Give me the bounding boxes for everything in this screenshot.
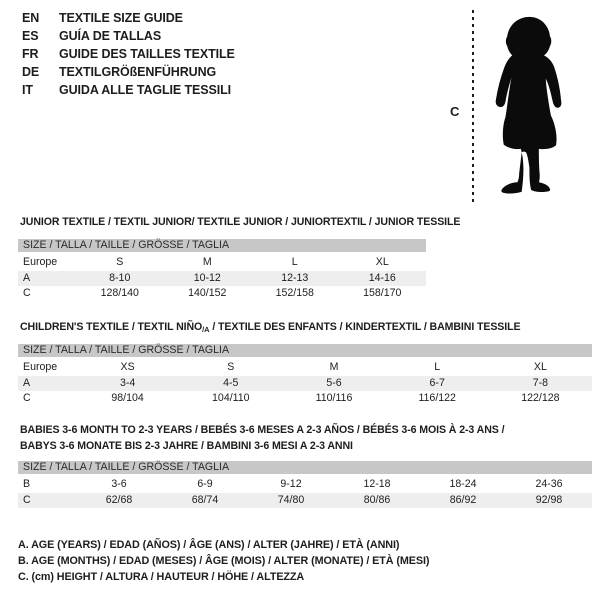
size-value: 9-12 <box>280 478 302 490</box>
children-table-row-a <box>18 376 592 392</box>
footnote-a: A. AGE (YEARS) / EDAD (AÑOS) / ÂGE (ANS) / ALTER (JAHRE) / ETÀ (ANNI) <box>18 539 400 551</box>
size-value: 98/104 <box>111 392 144 404</box>
children-size-table <box>18 344 592 407</box>
babies-size-table <box>18 461 592 508</box>
junior-section-title: JUNIOR TEXTILE / TEXTIL JUNIOR/ TEXTILE JUNIOR / JUNIORTEXTIL / JUNIOR TESSILE <box>20 216 461 228</box>
measurement-legend <box>18 537 429 585</box>
size-value: 158/170 <box>363 287 402 299</box>
children-table-row-c <box>18 391 592 407</box>
size-value: M <box>202 256 212 268</box>
size-value: XL <box>375 256 389 268</box>
language-row-it <box>22 81 235 99</box>
size-value: 24-36 <box>535 478 563 490</box>
size-value: 152/158 <box>275 287 314 299</box>
language-guide-title: TEXTILE SIZE GUIDE <box>59 11 183 25</box>
babies-size-header-bar: SIZE / TALLA / TAILLE / GRÖSSE / TAGLIA <box>18 461 592 474</box>
size-value: 10-12 <box>193 271 221 284</box>
language-row-fr <box>22 45 235 63</box>
size-value: S <box>116 256 124 268</box>
language-code: FR <box>22 47 39 61</box>
size-value: 18-24 <box>449 478 477 490</box>
size-value: 12-13 <box>281 271 309 284</box>
size-value: L <box>434 361 441 373</box>
footnote-b: B. AGE (MONTHS) / EDAD (MESES) / ÂGE (MOIS) / ALTER (MONATE) / ETÀ (MESI) <box>18 555 430 567</box>
language-title-list <box>22 9 235 99</box>
language-guide-title: GUIDA ALLE TAGLIE TESSILI <box>59 83 232 97</box>
size-value: 6-7 <box>429 376 445 389</box>
language-code: EN <box>22 11 40 25</box>
children-title-post: / TEXTILE DES ENFANTS / KINDERTEXTIL / BAMBINI TESSILE <box>209 321 521 333</box>
size-value: 6-9 <box>197 478 213 490</box>
size-value: L <box>291 256 298 268</box>
babies-title-line-1: BABIES 3-6 MONTH TO 2-3 YEARS / BEBÉS 3-6 MESES A 2-3 AÑOS / BÉBÉS 3-6 MOIS À 2-3 ANS / <box>20 424 505 436</box>
children-title-pre: CHILDREN'S TEXTILE / TEXTIL NIÑO <box>20 321 203 333</box>
size-value: 3-4 <box>119 376 136 389</box>
size-value: 7-8 <box>532 376 549 389</box>
size-value: 122/128 <box>521 392 560 404</box>
junior-table-row-a <box>18 271 426 287</box>
size-value: S <box>227 361 235 373</box>
height-measure-dotted-line <box>472 10 474 204</box>
row-label: C <box>23 287 31 299</box>
size-value: 92/98 <box>535 493 563 506</box>
size-value: 140/152 <box>188 287 227 299</box>
size-value: 128/140 <box>100 287 139 299</box>
language-guide-title: TEXTILGRÖßENFÜHRUNG <box>59 65 217 79</box>
row-label: C <box>23 392 31 404</box>
babies-table-row-b <box>18 477 592 493</box>
language-guide-title: GUÍA DE TALLAS <box>59 29 162 43</box>
size-value: 5-6 <box>326 376 342 389</box>
size-value: 4-5 <box>223 376 239 389</box>
size-value: 74/80 <box>277 493 305 506</box>
size-value: 116/122 <box>418 392 456 404</box>
children-table-row-europe <box>18 360 592 376</box>
junior-table-row-c <box>18 286 426 302</box>
children-title-sub: /A <box>202 325 210 334</box>
language-code: DE <box>22 65 40 79</box>
height-measure-label: C <box>450 104 460 119</box>
row-label: C <box>23 493 31 506</box>
row-label: A <box>23 271 31 284</box>
babies-title-line-2: BABYS 3-6 MONATE BIS 2-3 JAHRE / BAMBINI 3-6 MESI A 2-3 ANNI <box>20 439 353 452</box>
row-label: Europe <box>23 361 58 373</box>
language-guide-title: GUIDE DES TAILLES TEXTILE <box>59 47 235 61</box>
row-label: Europe <box>23 256 58 268</box>
children-section-title <box>20 321 520 334</box>
size-value: 110/116 <box>315 392 353 404</box>
row-label: B <box>23 478 31 490</box>
size-value: XL <box>533 361 547 373</box>
size-value: 62/68 <box>105 493 133 506</box>
babies-table-row-c <box>18 493 592 509</box>
language-row-de <box>22 63 235 81</box>
size-value: 12-18 <box>363 478 391 490</box>
language-code: IT <box>22 83 33 97</box>
size-value: 104/110 <box>212 392 250 404</box>
language-code: ES <box>22 29 39 43</box>
junior-table-row-europe <box>18 255 426 271</box>
size-value: 80/86 <box>363 493 391 506</box>
language-row-es <box>22 27 235 45</box>
size-value: M <box>329 361 339 373</box>
junior-size-header-bar: SIZE / TALLA / TAILLE / GRÖSSE / TAGLIA <box>18 239 426 252</box>
size-value: 14-16 <box>368 271 396 284</box>
junior-size-table <box>18 239 426 302</box>
language-row-en <box>22 9 235 27</box>
size-value: 8-10 <box>109 271 131 284</box>
children-size-header-bar: SIZE / TALLA / TAILLE / GRÖSSE / TAGLIA <box>18 344 592 357</box>
footnote-c: C. (cm) HEIGHT / ALTURA / HAUTEUR / HÖHE / ALTEZZA <box>18 571 305 583</box>
row-label: A <box>23 376 31 389</box>
size-value: 3-6 <box>111 478 127 490</box>
size-value: 68/74 <box>191 493 219 506</box>
size-value: 86/92 <box>449 493 477 506</box>
baby-silhouette-icon <box>484 6 574 206</box>
babies-section-title <box>20 423 504 454</box>
size-value: XS <box>120 361 135 373</box>
